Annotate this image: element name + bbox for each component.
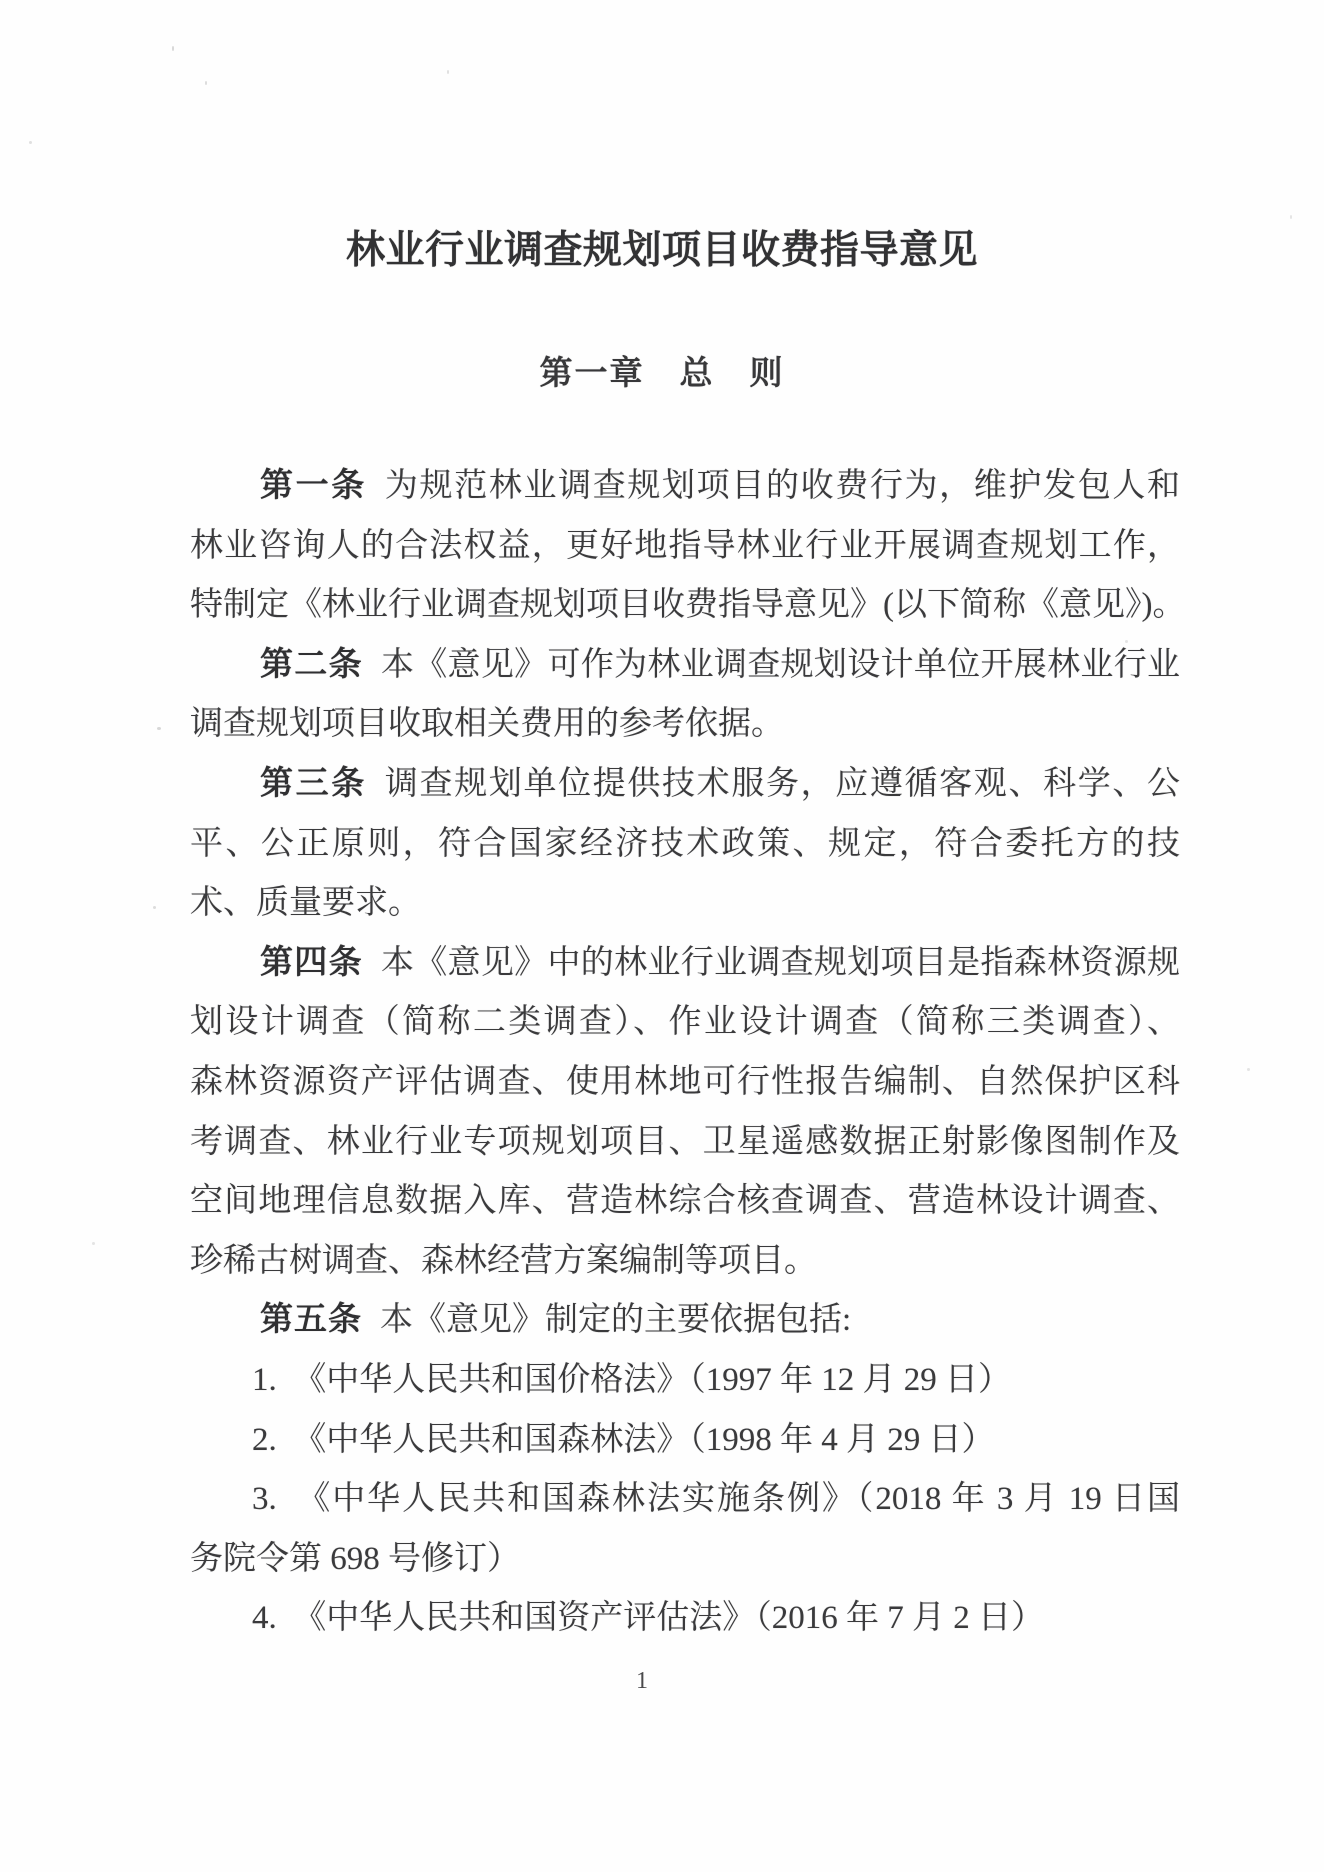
scan-speck xyxy=(172,46,174,51)
scan-speck xyxy=(764,591,767,594)
scan-speck xyxy=(660,1142,663,1145)
line-text: 4. 《中华人民共和国资产评估法》（2016 年 7 月 2 日） xyxy=(252,1600,1044,1637)
article-label: 第二条 xyxy=(260,646,363,683)
line-text: 本《意见》可作为林业调查规划设计单位开展林业行业 xyxy=(380,646,1181,683)
document-line xyxy=(190,993,1180,1053)
document-line xyxy=(190,1589,1180,1649)
article-label: 第一条 xyxy=(260,468,367,504)
document-line xyxy=(190,1351,1180,1411)
line-text: 特制定《林业行业调查规划项目收费指导意见》(以下简称《意见》)。 xyxy=(190,587,1186,624)
line-text: 平、公正原则，符合国家经济技术政策、规定，符合委托方的技 xyxy=(190,825,1180,862)
line-text: 划设计调查（简称二类调查）、作业设计调查（简称三类调查）、 xyxy=(190,1004,1180,1041)
scan-speck xyxy=(1125,640,1128,643)
scan-speck xyxy=(153,906,156,909)
document-title: 林业行业调查规划项目收费指导意见 xyxy=(345,229,978,272)
document-line xyxy=(190,636,1180,696)
line-text: 务院令第 698 号修订） xyxy=(190,1540,520,1577)
line-text: 本《意见》中的林业行业调查规划项目是指森林资源规 xyxy=(380,944,1181,981)
line-text: 空间地理信息数据入库、营造林综合核查调查、营造林设计调查、 xyxy=(190,1183,1180,1220)
document-body xyxy=(190,457,1186,1649)
scan-speck xyxy=(1290,215,1292,219)
article-label: 第三条 xyxy=(260,765,367,802)
line-text: 珍稀古树调查、森林经营方案编制等项目。 xyxy=(190,1242,817,1279)
article-label: 第四条 xyxy=(260,944,363,981)
document-line xyxy=(190,1053,1180,1113)
scan-speck xyxy=(29,141,32,144)
line-text: 2. 《中华人民共和国森林法》（1998 年 4 月 29 日） xyxy=(252,1421,995,1458)
line-text: 林业咨询人的合法权益，更好地指导林业行业开展调查规划工作， xyxy=(190,527,1180,564)
document-line xyxy=(190,874,1180,934)
document-line xyxy=(190,815,1180,875)
document-line xyxy=(190,755,1180,815)
scan-speck xyxy=(157,727,161,730)
scan-speck xyxy=(92,1242,95,1245)
document-line xyxy=(190,457,1180,517)
line-text: 为规范林业调查规划项目的收费行为，维护发包人和 xyxy=(384,468,1181,504)
line-text: 调查规划单位提供技术服务，应遵循客观、科学、公 xyxy=(384,765,1181,802)
document-line xyxy=(190,1291,1180,1351)
line-text: 术、质量要求。 xyxy=(190,885,421,922)
scan-speck xyxy=(205,81,207,85)
document-line xyxy=(190,1172,1180,1232)
document-line xyxy=(190,1232,1180,1292)
scan-speck xyxy=(447,70,449,74)
document-line xyxy=(190,1113,1180,1173)
document-line xyxy=(190,1530,1180,1590)
document-line xyxy=(190,695,1180,755)
chapter-heading: 第一章 总 则 xyxy=(539,356,785,392)
line-text: 考调查、林业行业专项规划项目、卫星遥感数据正射影像图制作及 xyxy=(190,1123,1180,1160)
document-line xyxy=(190,576,1186,636)
scan-speck xyxy=(1247,1068,1250,1071)
line-text: 森林资源资产评估调查、使用林地可行性报告编制、自然保护区科 xyxy=(190,1063,1180,1100)
document-line xyxy=(190,1470,1180,1530)
document-line xyxy=(190,517,1180,577)
document-line xyxy=(190,1411,1180,1471)
line-text: 调查规划项目收取相关费用的参考依据。 xyxy=(190,706,784,743)
line-text: 3. 《中华人民共和国森林法实施条例》（2018 年 3 月 19 日国 xyxy=(252,1481,1180,1518)
page-number: 1 xyxy=(636,1668,648,1694)
line-text: 1. 《中华人民共和国价格法》（1997 年 12 月 29 日） xyxy=(252,1361,1011,1398)
article-label: 第五条 xyxy=(260,1302,362,1339)
document-line xyxy=(190,934,1180,994)
line-text: 本《意见》制定的主要依据包括: xyxy=(380,1302,852,1339)
